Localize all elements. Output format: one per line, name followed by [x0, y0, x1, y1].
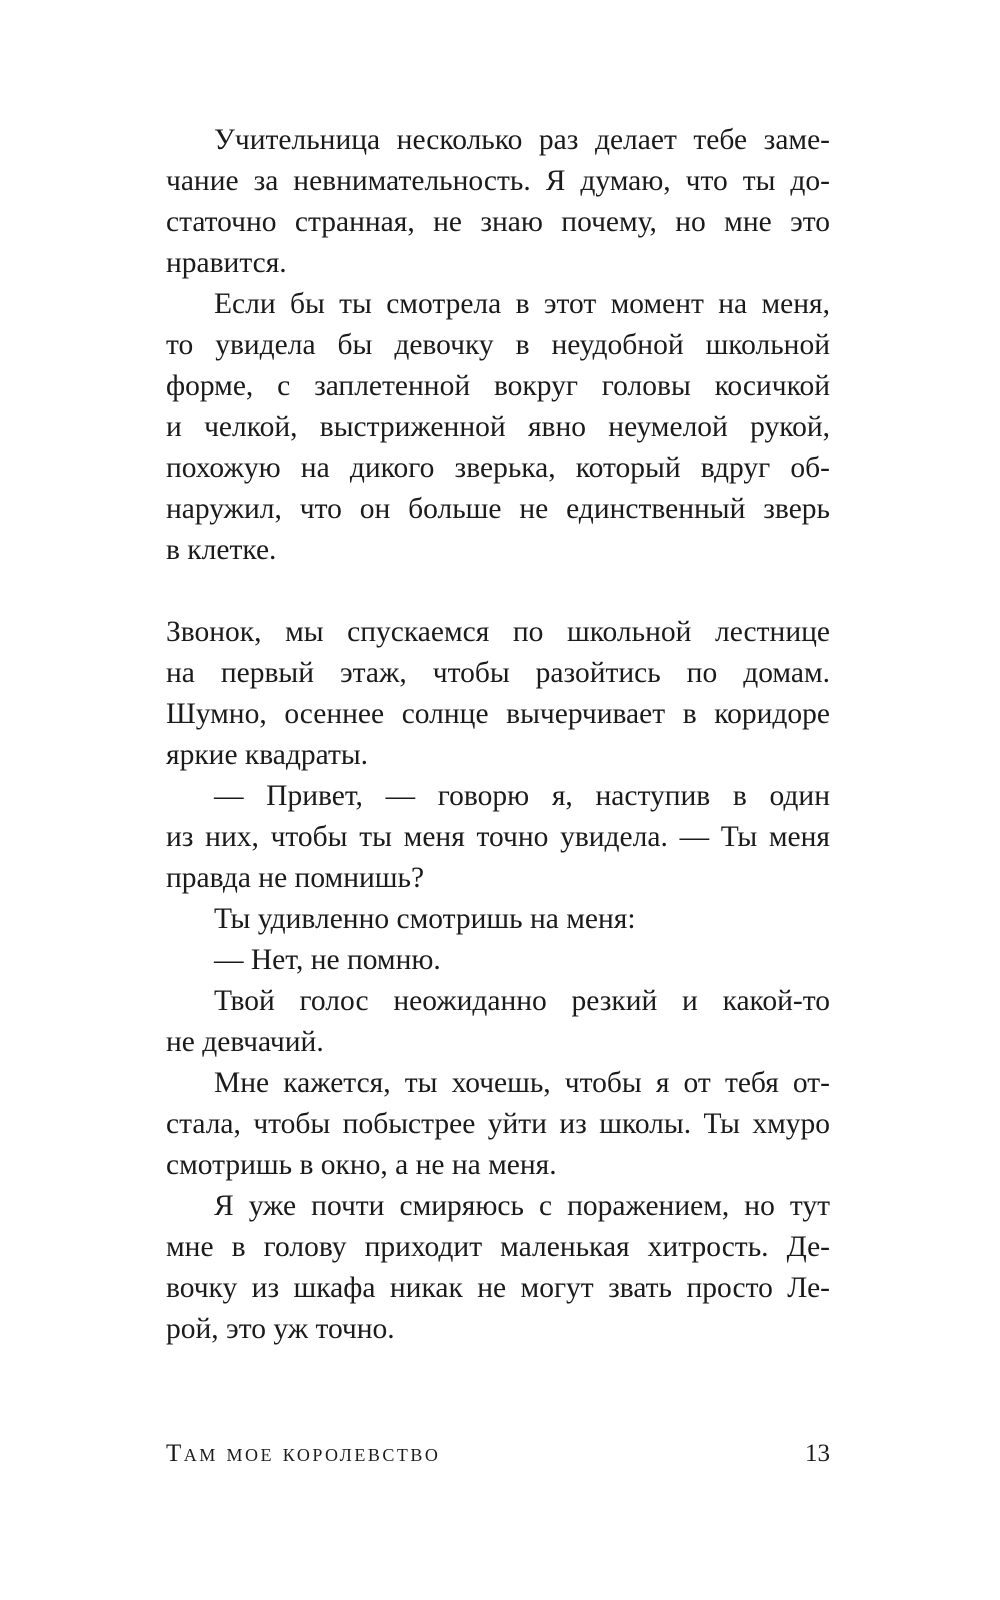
- paragraph: [166, 1063, 830, 1186]
- text-line: на первый этаж, чтобы разойтись по домам.: [166, 657, 830, 689]
- text-line: Твой голос неожиданно резкий и какой-то: [214, 985, 830, 1017]
- page-body: [166, 120, 830, 1350]
- text-line: форме, с заплетенной вокруг головы косичкой: [166, 370, 830, 402]
- paragraph: [166, 981, 830, 1063]
- paragraph: [166, 120, 830, 284]
- text-line: в клетке.: [166, 534, 277, 566]
- text-line: — Нет, не помню.: [214, 944, 441, 976]
- text-line: смотришь в окно, а не на меня.: [166, 1149, 557, 1181]
- text-line: — Привет, — говорю я, наступив в один: [214, 780, 830, 812]
- paragraph: [166, 940, 830, 981]
- text-line: наружил, что он больше не единственный зверь: [166, 493, 830, 525]
- text-line: Шумно, осеннее солнце вычерчивает в коридоре: [166, 698, 830, 730]
- section-break: [166, 571, 830, 612]
- text-line: стала, чтобы побыстрее уйти из школы. Ты хмуро: [166, 1108, 830, 1140]
- text-line: правда не помнишь?: [166, 862, 425, 894]
- page-number: 13: [805, 1440, 830, 1467]
- text-line: Учительница несколько раз делает тебе заме-: [214, 124, 830, 156]
- text-line: яркие квадраты.: [166, 739, 369, 771]
- text-line: не девчачий.: [166, 1026, 324, 1058]
- text-line: и челкой, выстриженной явно неумелой рукой,: [166, 411, 830, 443]
- text-line: нравится.: [166, 247, 287, 279]
- text-line: вочку из шкафа никак не могут звать просто Ле-: [166, 1272, 830, 1304]
- text-line: Звонок, мы спускаемся по школьной лестнице: [166, 616, 830, 648]
- text-line: чание за невнимательность. Я думаю, что ты до-: [166, 165, 830, 197]
- text-line: Мне кажется, ты хочешь, чтобы я от тебя от-: [214, 1067, 830, 1099]
- paragraph: [166, 1186, 830, 1350]
- text-line: рой, это уж точно.: [166, 1313, 395, 1345]
- text-line: Ты удивленно смотришь на меня:: [214, 903, 636, 935]
- text-line: то увидела бы девочку в неудобной школьной: [166, 329, 830, 361]
- text-line: похожую на дикого зверька, который вдруг об-: [166, 452, 830, 484]
- page-footer: [166, 1440, 830, 1468]
- paragraph: [166, 612, 830, 776]
- text-line: Если бы ты смотрела в этот момент на меня,: [214, 288, 830, 320]
- paragraph: [166, 284, 830, 571]
- text-line: из них, чтобы ты меня точно увидела. — Ты меня: [166, 821, 830, 853]
- text-line: мне в голову приходит маленькая хитрость. Де-: [166, 1231, 830, 1263]
- text-line: Я уже почти смиряюсь с поражением, но тут: [214, 1190, 830, 1222]
- paragraph: [166, 899, 830, 940]
- text-line: статочно странная, не знаю почему, но мне это: [166, 206, 830, 238]
- running-title: Там мое королевство: [166, 1440, 441, 1467]
- paragraph: [166, 776, 830, 899]
